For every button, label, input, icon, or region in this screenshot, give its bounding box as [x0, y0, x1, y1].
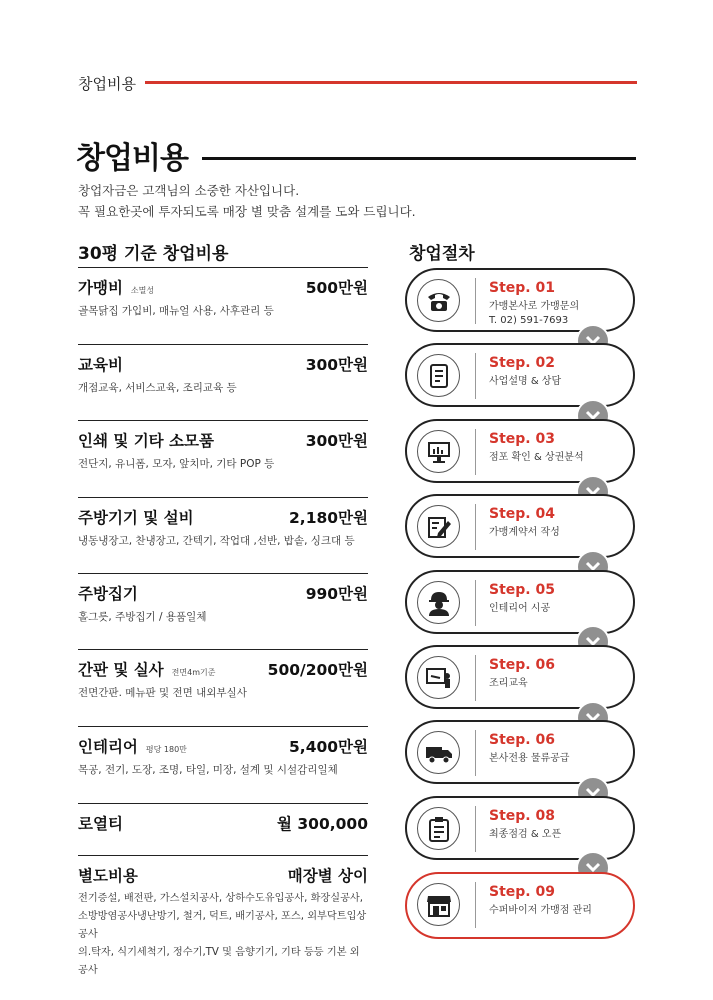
- step-desc-line: 가맹계약서 작성: [489, 527, 560, 538]
- cost-desc-line: 의.탁자, 식기세척기, 정수기,TV 및 음향기기, 기타 등등 기본 외 공사: [78, 947, 360, 976]
- step-desc: [489, 602, 634, 616]
- step-desc: [489, 752, 634, 766]
- monitor-chart-icon: [425, 438, 453, 466]
- step-06: [405, 645, 635, 709]
- document-icon: [425, 362, 453, 390]
- cost-desc: [78, 890, 370, 980]
- step-desc: [489, 375, 634, 389]
- step-label: Step. 09: [489, 884, 555, 900]
- cost-item-kitchen-utensils: [78, 573, 368, 644]
- step-desc-line: 최종점검 & 오픈: [489, 829, 562, 840]
- contract-pen-icon: [425, 513, 453, 541]
- step-label: Step. 03: [489, 431, 555, 447]
- cost-name: 간판 및 실사: [78, 661, 164, 679]
- intro-line: 창업자금은 고객님의 소중한 자산입니다.: [78, 183, 300, 198]
- cost-note: 평당 180만: [145, 745, 187, 754]
- cost-item-kitchen-equipment: [78, 497, 368, 568]
- telephone-icon: [425, 287, 453, 315]
- cost-price: 500만원: [305, 279, 368, 297]
- step-desc: [489, 451, 634, 465]
- cost-item-signage: [78, 649, 368, 720]
- cost-desc: [78, 532, 370, 551]
- cost-desc: [78, 379, 370, 398]
- step-desc-line: 가맹본사로 가맹문의: [489, 301, 580, 312]
- step-08: [405, 796, 635, 860]
- section-label: 창업비용: [78, 75, 136, 93]
- step-label: Step. 06: [489, 657, 555, 673]
- cost-desc-line: 전면간판. 메뉴판 및 전면 내외부실사: [78, 687, 247, 699]
- cost-desc: [78, 455, 370, 474]
- construction-worker-icon: [425, 589, 453, 617]
- step-desc: [489, 904, 634, 918]
- cost-desc-line: 개점교육, 서비스교육, 조리교육 등: [78, 382, 237, 394]
- cost-item-royalty: [78, 803, 368, 844]
- storefront-icon: [425, 891, 453, 919]
- cost-desc-line: 냉동냉장고, 찬냉장고, 간텍기, 작업대 ,선반, 밥솥, 싱크대 등: [78, 535, 355, 547]
- step-label: Step. 04: [489, 506, 555, 522]
- cost-note: 소멸성: [130, 286, 155, 295]
- step-02: [405, 343, 635, 407]
- step-desc-line: 조리교육: [489, 678, 528, 689]
- cost-desc-line: 홀그릇, 주방집기 / 용품일체: [78, 611, 207, 623]
- cost-desc-line: 소방방염공사냉난방기, 철거, 덕트, 배기공사, 포스, 외부닥트입상공사: [78, 911, 367, 940]
- cost-price: 300만원: [305, 432, 368, 450]
- step-label: Step. 05: [489, 582, 555, 598]
- cost-desc-line: 골목닭집 가입비, 매뉴얼 사용, 사후관리 등: [78, 305, 274, 317]
- cost-desc: [78, 302, 370, 321]
- step-07: [405, 720, 635, 784]
- cost-name: 인테리어: [78, 738, 138, 756]
- intro-line: 꼭 필요한곳에 투자되도록 매장 별 맞춤 설계를 도와 드립니다.: [78, 204, 416, 219]
- cost-item-education: [78, 344, 368, 415]
- step-desc-line: T. 02) 591-7693: [489, 315, 569, 326]
- step-desc: [489, 828, 634, 842]
- step-09: [405, 872, 635, 939]
- step-05: [405, 570, 635, 634]
- step-desc: [489, 300, 634, 328]
- cost-name: 가맹비: [78, 279, 123, 297]
- cost-price: 매장별 상이: [287, 867, 368, 885]
- cost-desc: [78, 608, 370, 627]
- delivery-truck-icon: [425, 739, 453, 767]
- step-desc: [489, 677, 634, 691]
- cost-item-interior: [78, 726, 368, 797]
- process-heading: 창업절차: [409, 244, 475, 264]
- cost-name: 교육비: [78, 356, 123, 374]
- cost-heading: 30평 기준 창업비용: [78, 244, 229, 264]
- step-desc-line: 본사전용 물류공급: [489, 753, 570, 764]
- title-rule: [202, 157, 636, 160]
- cost-name: 로열티: [78, 815, 123, 833]
- step-04: [405, 494, 635, 558]
- cost-name: 별도비용: [78, 867, 138, 885]
- cost-desc: [78, 684, 370, 703]
- page-title: 창업비용: [76, 141, 188, 176]
- step-01: [405, 268, 635, 332]
- step-desc-line: 점포 확인 & 상권분석: [489, 452, 584, 463]
- cost-price: 2,180만원: [289, 509, 368, 527]
- cost-item-extra: [78, 855, 368, 976]
- cost-desc: [78, 761, 370, 780]
- cost-price: 300만원: [305, 356, 368, 374]
- step-desc: [489, 526, 634, 540]
- top-rule: [145, 81, 637, 84]
- cost-name: 인쇄 및 기타 소모품: [78, 432, 214, 450]
- cost-desc-line: 목공, 전기, 도장, 조명, 타일, 미장, 설계 및 시설감리일체: [78, 764, 338, 776]
- step-desc-line: 인테리어 시공: [489, 603, 551, 614]
- step-label: Step. 08: [489, 808, 555, 824]
- step-label: Step. 02: [489, 355, 555, 371]
- intro-text: [78, 180, 416, 222]
- step-label: Step. 01: [489, 280, 555, 296]
- cost-desc-line: 전단지, 유니폼, 모자, 앞치마, 기타 POP 등: [78, 458, 275, 470]
- step-label: Step. 06: [489, 732, 555, 748]
- cost-item-printing: [78, 420, 368, 491]
- cost-price: 990만원: [305, 585, 368, 603]
- step-03: [405, 419, 635, 483]
- cost-name: 주방기기 및 설비: [78, 509, 194, 527]
- step-desc-line: 사업설명 & 상담: [489, 376, 562, 387]
- cost-price: 월 300,000: [277, 815, 368, 833]
- cost-item-franchise-fee: [78, 267, 368, 338]
- clipboard-icon: [425, 815, 453, 843]
- step-desc-line: 수퍼바이저 가맹점 관리: [489, 905, 592, 916]
- cost-price: 5,400만원: [289, 738, 368, 756]
- cost-price: 500/200만원: [267, 661, 368, 679]
- cost-desc-line: 전기증설, 배전판, 가스설치공사, 상하수도유입공사, 화장실공사,: [78, 893, 364, 904]
- cost-note: 전면4m기준: [171, 668, 216, 677]
- presentation-icon: [425, 664, 453, 692]
- cost-name: 주방집기: [78, 585, 138, 603]
